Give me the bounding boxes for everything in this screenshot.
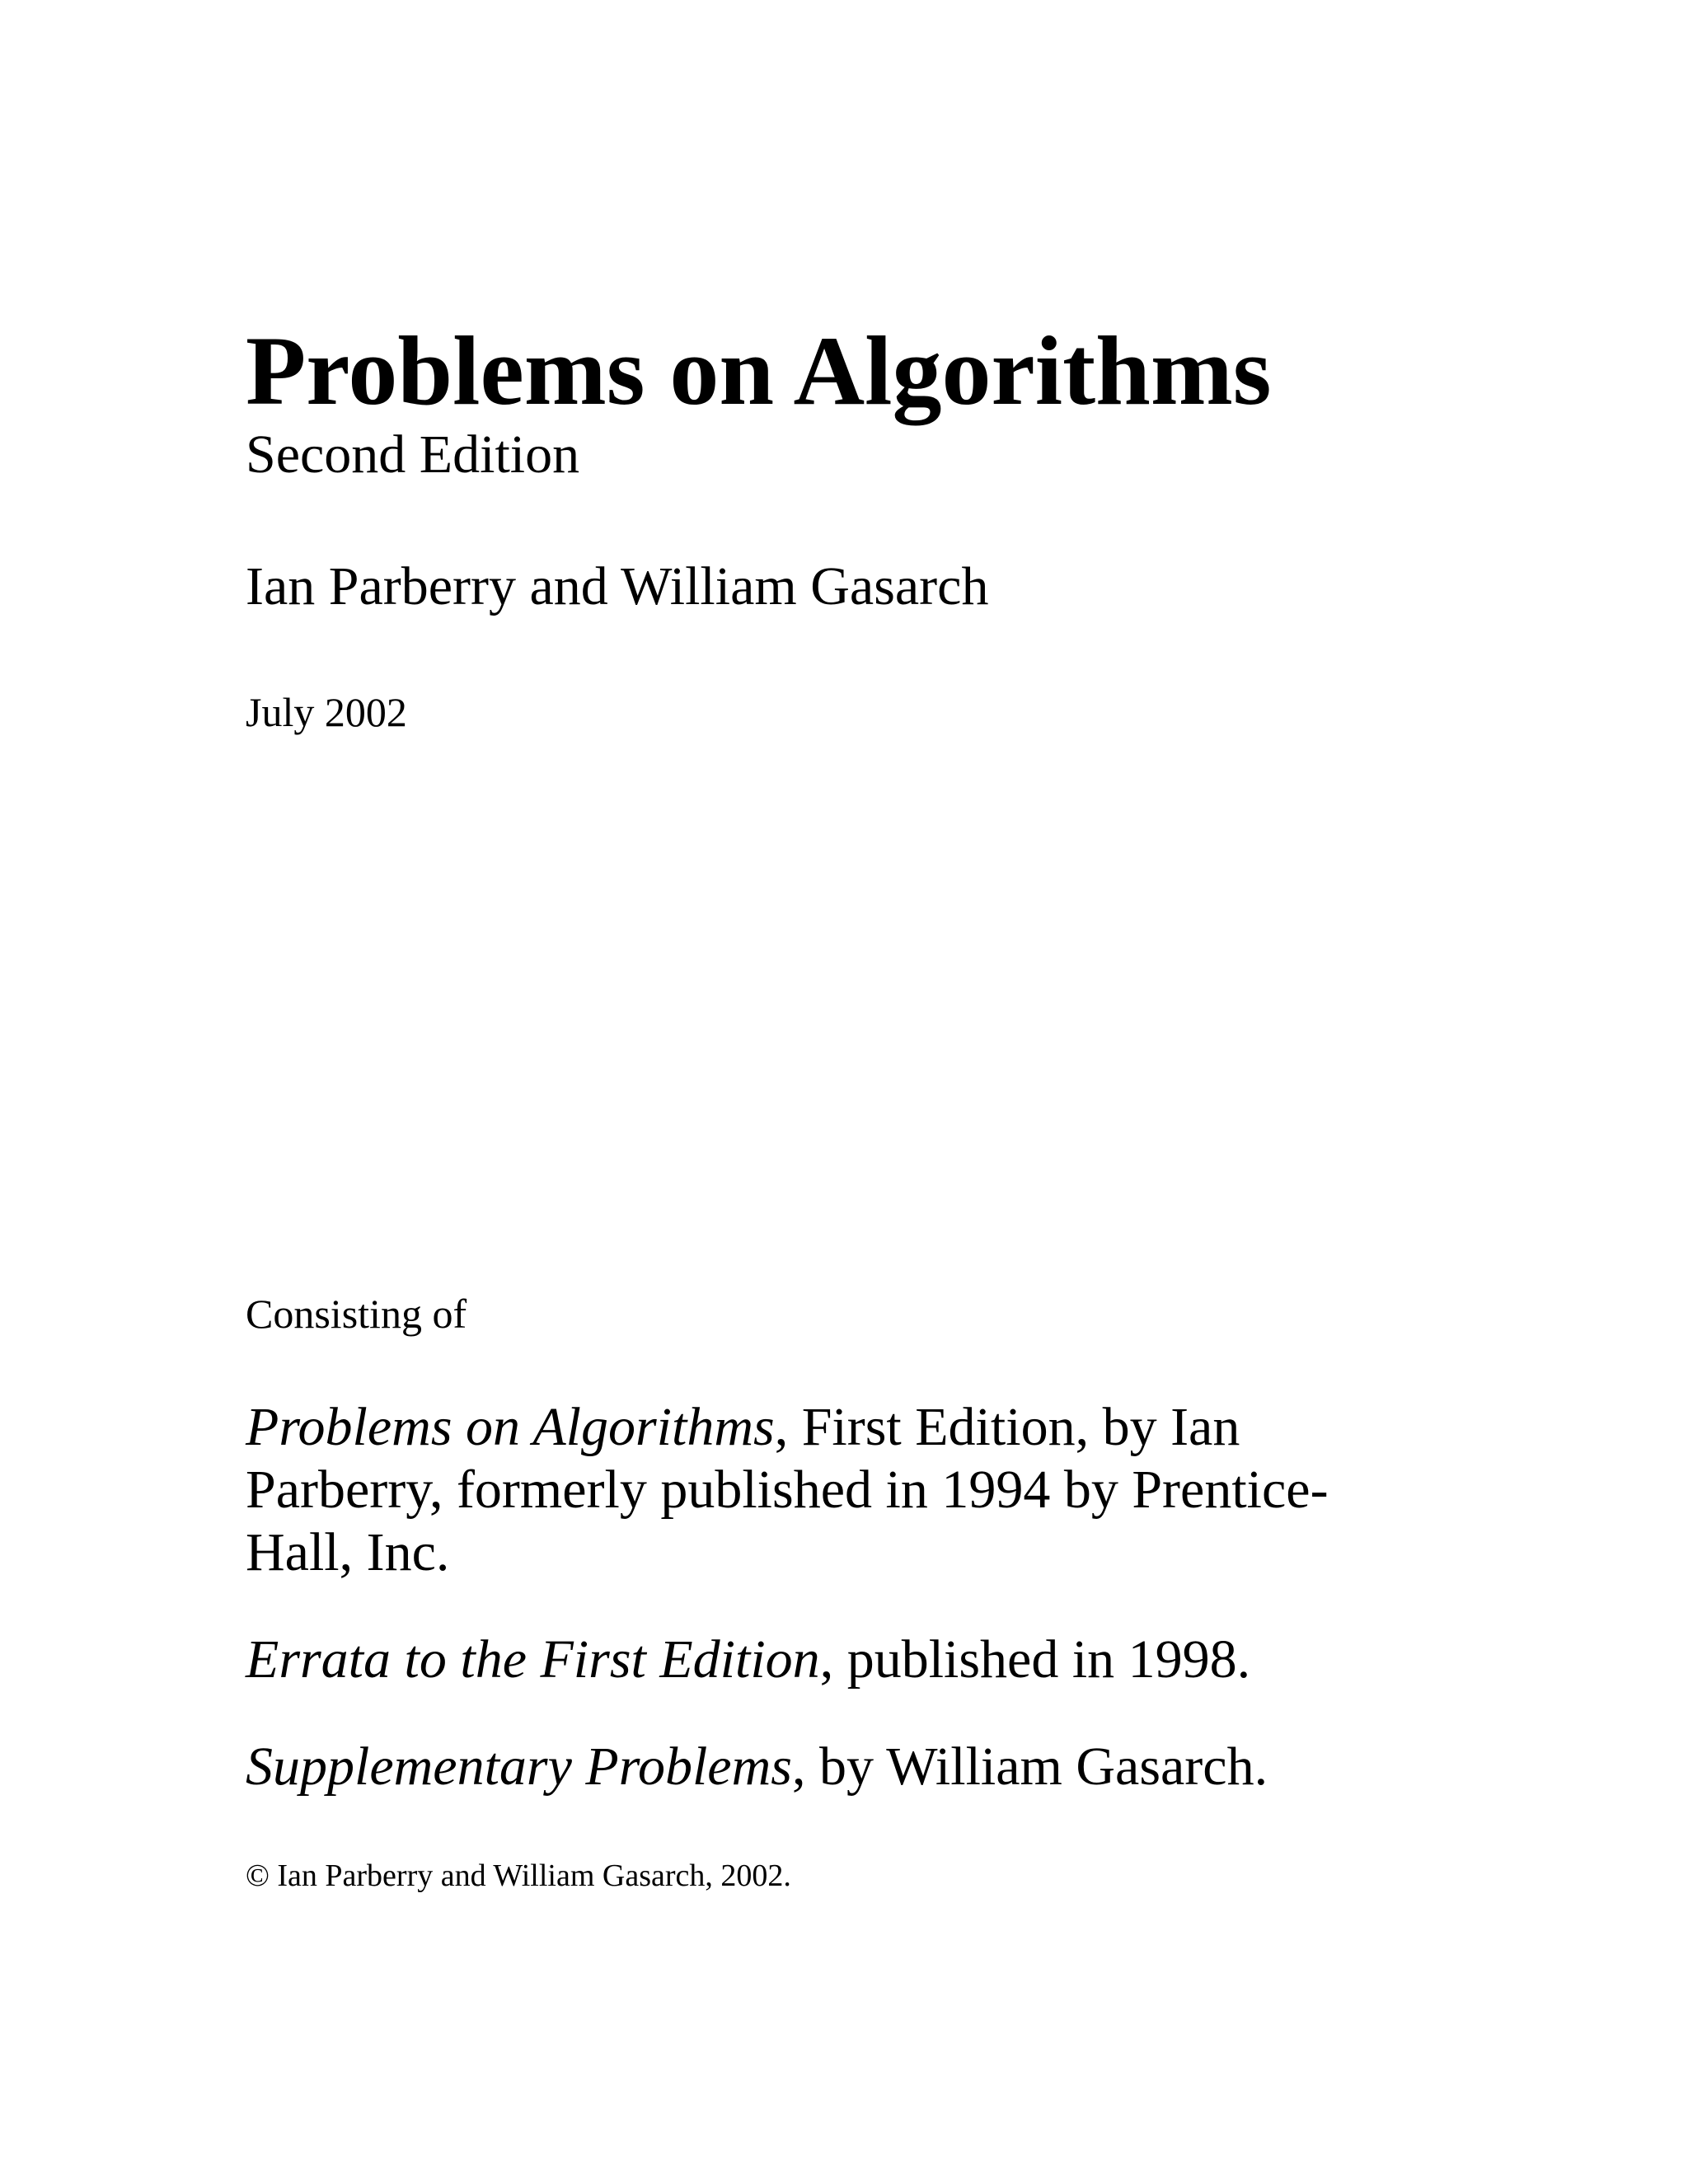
contents-entry-supplementary bbox=[246, 1736, 1268, 1798]
entry-text: , by William Gasarch. bbox=[791, 1736, 1268, 1797]
book-title: Problems on Algorithms bbox=[246, 316, 1272, 425]
edition-subtitle: Second Edition bbox=[246, 424, 580, 485]
entry-italic-title: Problems on Algorithms bbox=[246, 1397, 775, 1457]
entry-text: , published in 1998. bbox=[819, 1629, 1251, 1690]
entry-italic-title: Errata to the First Edition bbox=[246, 1629, 820, 1690]
contents-entry-errata bbox=[246, 1629, 1250, 1691]
entry-line-3: Hall, Inc. bbox=[246, 1522, 450, 1582]
entry-line-2: Parberry, formerly published in 1994 by Prentice- bbox=[246, 1460, 1329, 1520]
consisting-of-label: Consisting of bbox=[246, 1291, 467, 1337]
contents-entry-first-edition bbox=[246, 1396, 1329, 1584]
authors: Ian Parberry and William Gasarch bbox=[246, 556, 989, 616]
publication-date: July 2002 bbox=[246, 689, 407, 735]
entry-text: , First Edition, by Ian bbox=[774, 1397, 1240, 1457]
entry-line-1 bbox=[246, 1396, 1329, 1459]
copyright-notice: © Ian Parberry and William Gasarch, 2002. bbox=[246, 1858, 791, 1893]
entry-italic-title: Supplementary Problems bbox=[246, 1736, 792, 1797]
